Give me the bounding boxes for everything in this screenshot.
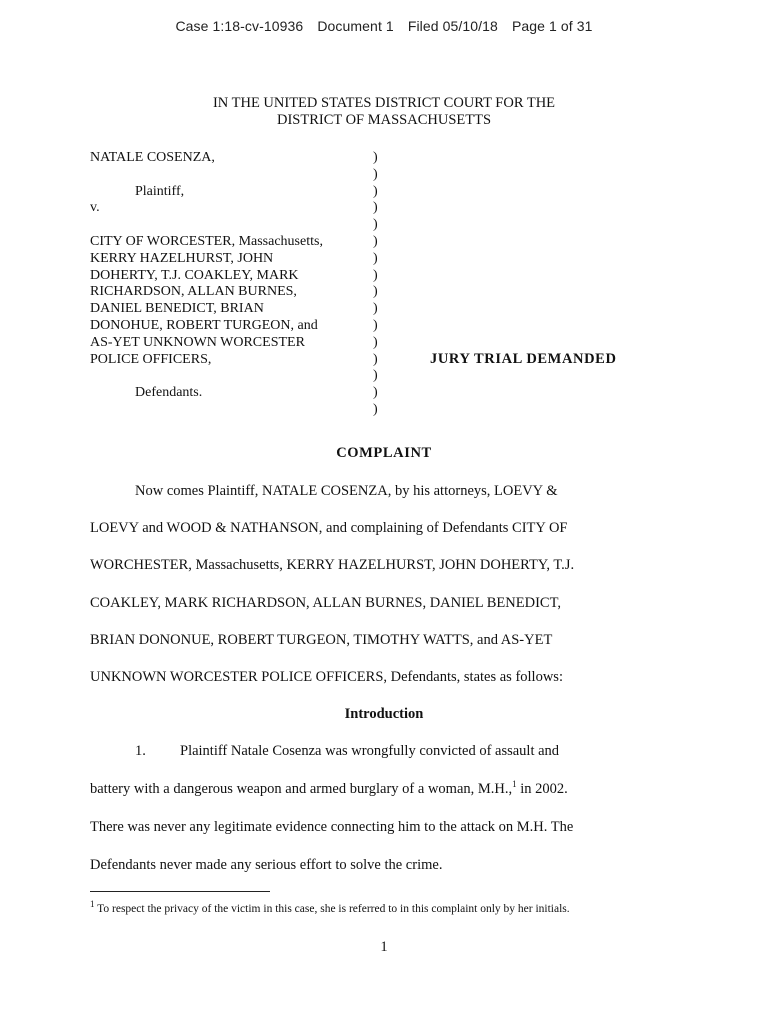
paragraph-text: in 2002.: [516, 781, 568, 797]
filing-header: [0, 18, 768, 34]
paragraph-line: [90, 741, 680, 779]
case-number: Case 1:18-cv-10936: [175, 18, 304, 34]
paren: ): [373, 200, 378, 216]
paren: ): [373, 233, 378, 249]
footnote-divider: [90, 891, 270, 892]
caption-line: AS-YET UNKNOWN WORCESTER: [90, 334, 305, 350]
caption-line: DOHERTY, T.J. COAKLEY, MARK: [90, 267, 299, 283]
paren: ): [373, 301, 378, 317]
caption-line: POLICE OFFICERS,: [90, 351, 212, 367]
paren: ): [373, 150, 378, 165]
paren: ): [373, 351, 378, 367]
caption-parentheses: [373, 150, 383, 419]
complaint-heading: COMPLAINT: [336, 445, 432, 461]
caption-line: v.: [90, 200, 100, 216]
jury-trial-demand: JURY TRIAL DEMANDED: [430, 351, 617, 367]
caption-line: [90, 402, 375, 419]
caption-line: Plaintiff,: [135, 183, 185, 199]
paragraph-line: WORCHESTER, Massachusetts, KERRY HAZELHURST, JOHN DOHERTY, T.J.: [90, 557, 575, 574]
paren: ): [373, 385, 378, 401]
caption-line: KERRY HAZELHURST, JOHN: [90, 250, 274, 266]
paragraph-text: battery with a dangerous weapon and armed burglary of a woman, M.H.,: [90, 781, 513, 797]
paragraph-line: Defendants never made any serious effort to solve the crime.: [90, 857, 443, 873]
page-number: 1: [380, 939, 388, 955]
paren: ): [373, 166, 378, 182]
caption-line: [90, 368, 375, 385]
paragraph-number: 1.: [135, 743, 146, 759]
footnote-marker: 1: [90, 899, 95, 910]
paren: ): [373, 317, 378, 333]
paren: ): [373, 217, 378, 233]
paragraph-1: [90, 741, 680, 893]
court-line-2: DISTRICT OF MASSACHUSETTS: [276, 112, 492, 128]
introduction-heading: Introduction: [344, 706, 424, 722]
caption-line: DONOHUE, ROBERT TURGEON, and: [90, 317, 318, 333]
document-number: Document 1: [317, 18, 394, 34]
court-name: [0, 95, 768, 129]
caption-line: DANIEL BENEDICT, BRIAN: [90, 301, 264, 317]
footnote-reference[interactable]: 1: [512, 779, 517, 790]
paragraph-line: COAKLEY, MARK RICHARDSON, ALLAN BURNES, DANIEL BENEDICT,: [90, 594, 561, 611]
paren: ): [373, 250, 378, 266]
footnote: [90, 899, 680, 917]
paren: ): [373, 401, 378, 417]
paren: ): [373, 183, 378, 199]
paragraph-line: Now comes Plaintiff, NATALE COSENZA, by his attorneys, LOEVY &: [135, 483, 558, 499]
caption-line: [90, 167, 375, 184]
paragraph-line: UNKNOWN WORCESTER POLICE OFFICERS, Defendants, states as follows:: [90, 668, 563, 685]
filed-date: Filed 05/10/18: [407, 18, 498, 34]
paren: ): [373, 334, 378, 350]
paragraph-line: LOEVY and WOOD & NATHANSON, and complaining of Defendants CITY OF: [90, 520, 568, 537]
paren: ): [373, 368, 378, 384]
caption-line: NATALE COSENZA,: [90, 150, 215, 165]
footnote-text: To respect the privacy of the victim in this case, she is referred to in this complaint only by her initials.: [94, 903, 570, 915]
paren: ): [373, 284, 378, 300]
caption-line: Defendants.: [135, 385, 203, 401]
caption-line: [90, 217, 375, 234]
paragraph-line: BRIAN DONONUE, ROBERT TURGEON, TIMOTHY WATTS, and AS-YET: [90, 631, 553, 648]
paren: ): [373, 267, 378, 283]
paragraph-text: Plaintiff Natale Cosenza was wrongfully convicted of assault and: [180, 743, 560, 759]
complaint-intro-paragraph: [90, 481, 680, 704]
court-line-1: IN THE UNITED STATES DISTRICT COURT FOR THE: [212, 95, 556, 111]
caption-line: CITY OF WORCESTER, Massachusetts,: [90, 233, 323, 249]
caption-parties: [90, 150, 375, 419]
page-count: Page 1 of 31: [511, 18, 593, 34]
paragraph-line: [90, 779, 680, 817]
caption-line: RICHARDSON, ALLAN BURNES,: [90, 284, 297, 300]
paragraph-line: There was never any legitimate evidence connecting him to the attack on M.H. The: [90, 819, 574, 835]
